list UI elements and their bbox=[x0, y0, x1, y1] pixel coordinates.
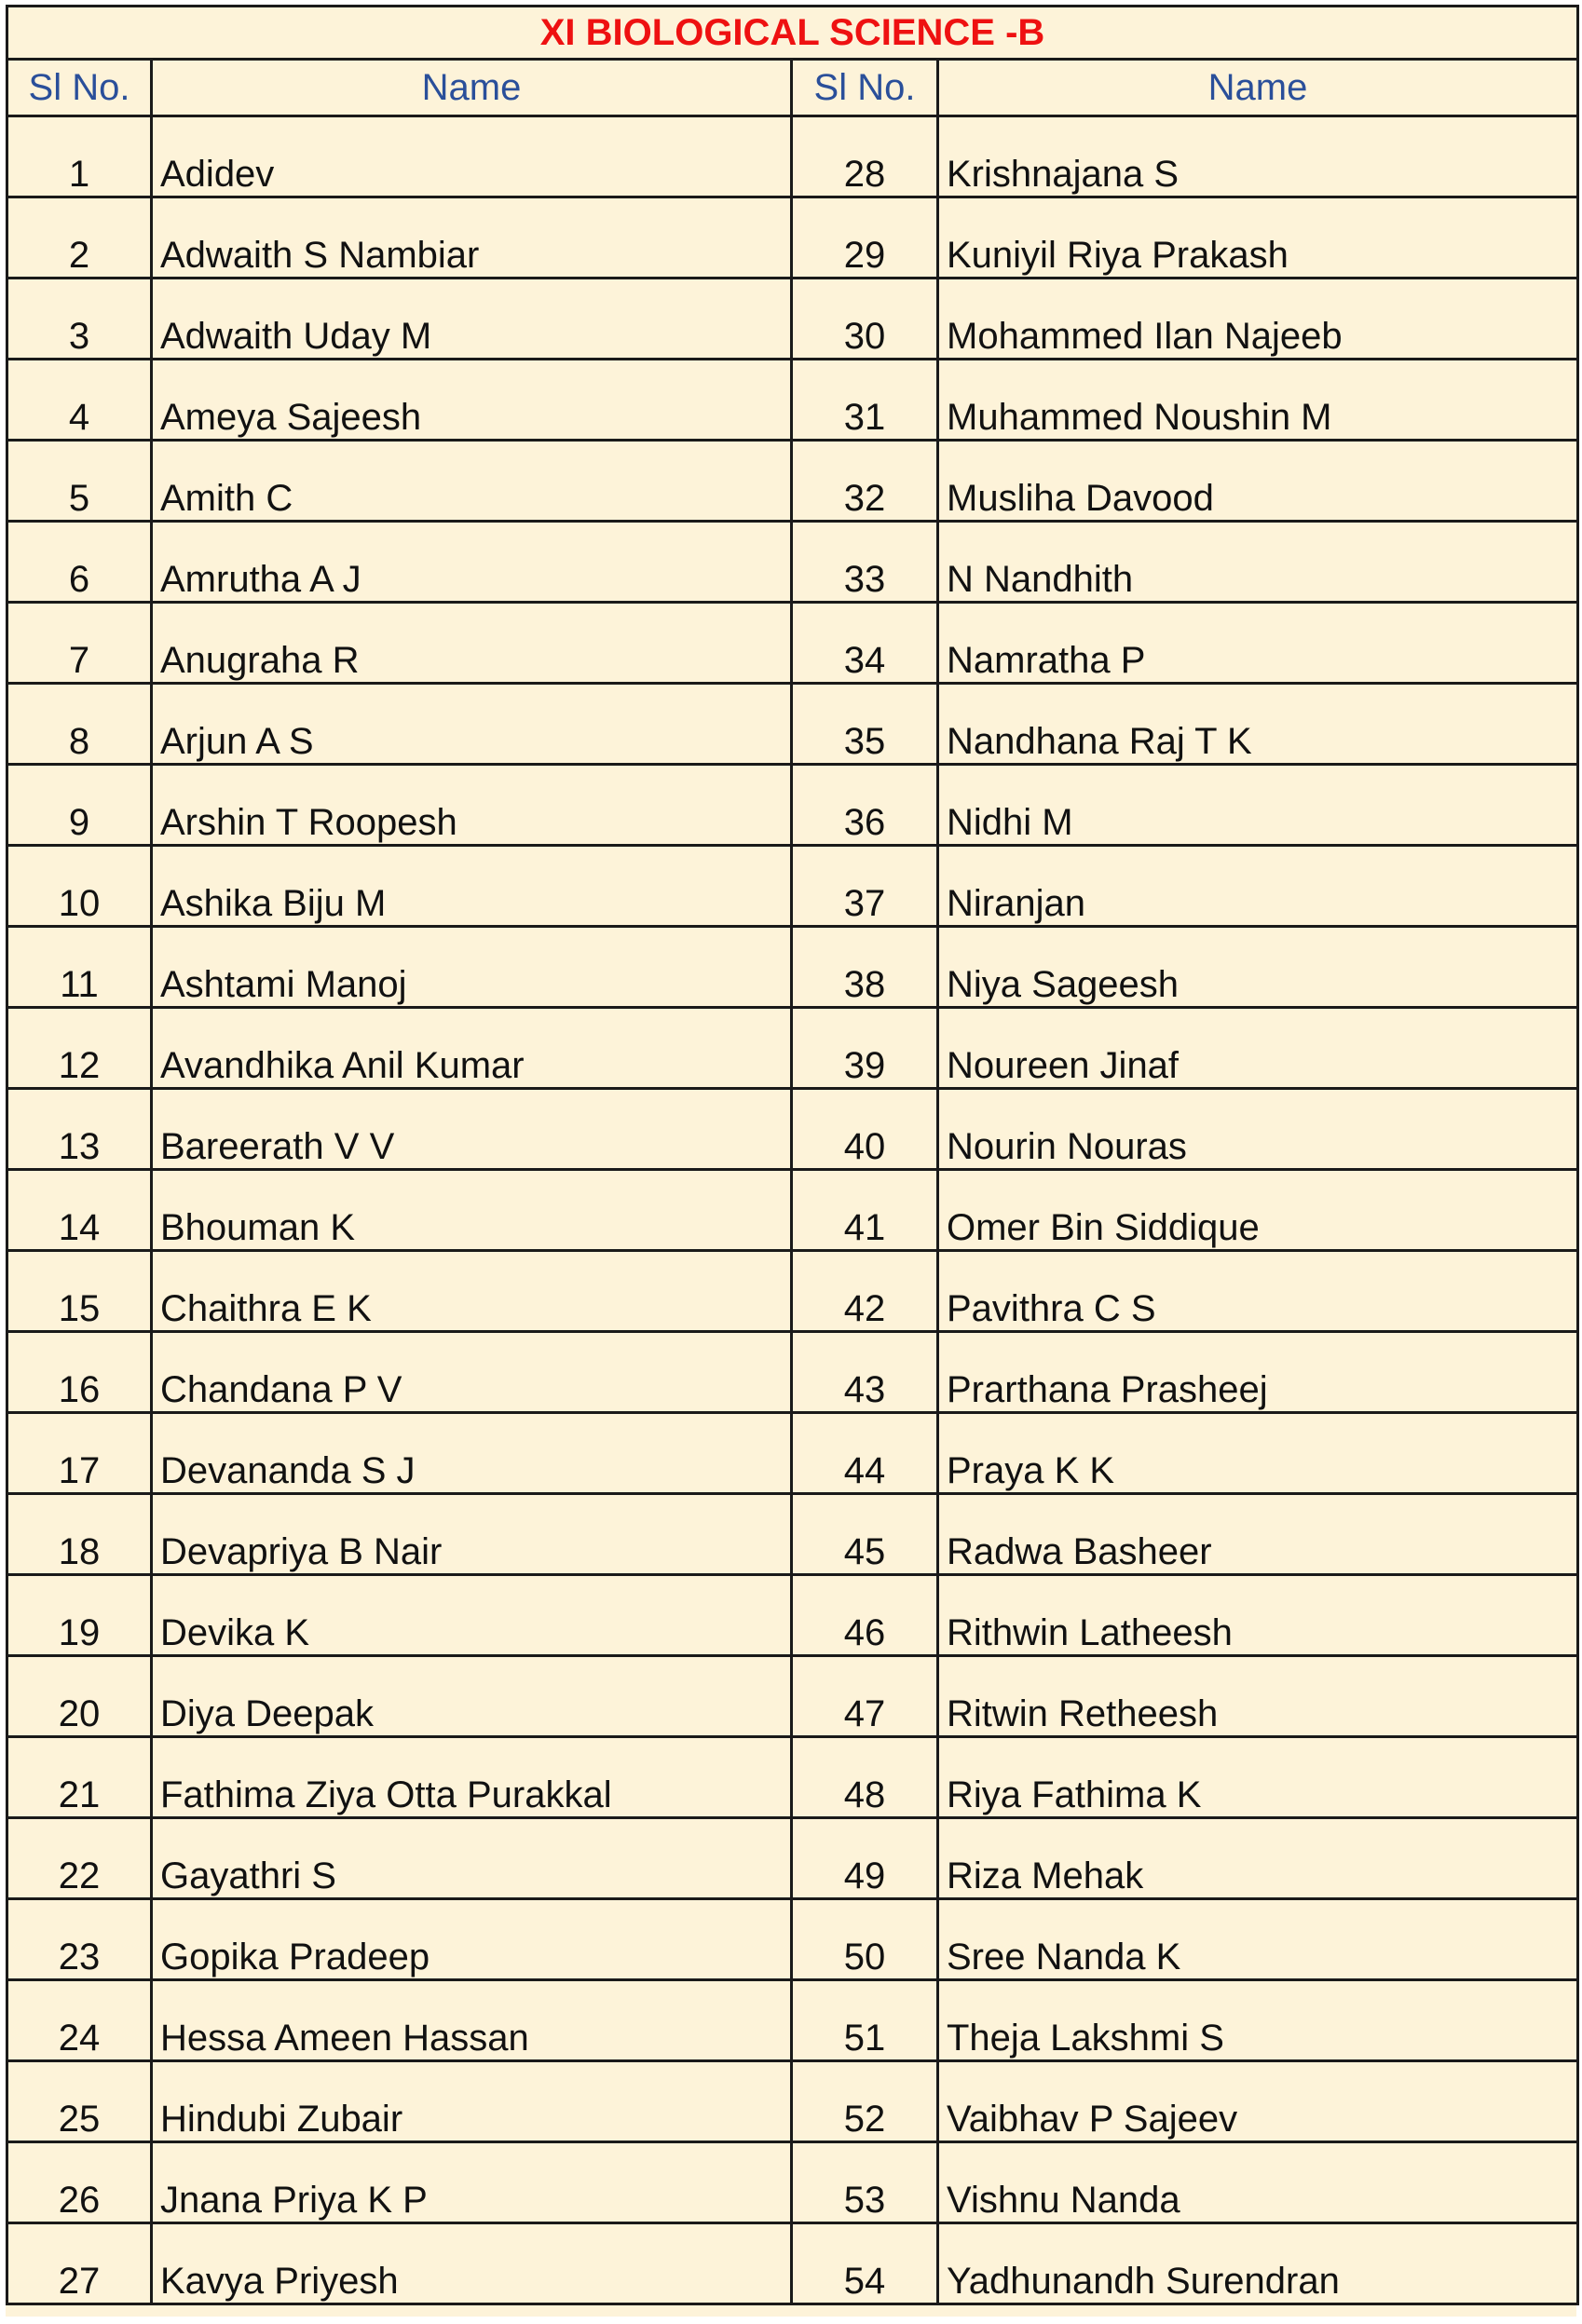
right-student-name: Vaibhav P Sajeev bbox=[938, 2061, 1578, 2142]
right-student-name: Pavithra C S bbox=[938, 1251, 1578, 1332]
left-student-name: Ameya Sajeesh bbox=[152, 360, 792, 441]
right-serial-number: 35 bbox=[792, 684, 938, 765]
right-serial-number: 54 bbox=[792, 2223, 938, 2304]
right-serial-number: 37 bbox=[792, 846, 938, 927]
right-serial-number: 47 bbox=[792, 1656, 938, 1737]
table-row bbox=[7, 279, 1578, 360]
sheet-title: XI BIOLOGICAL SCIENCE -B bbox=[7, 7, 1578, 60]
table-row bbox=[7, 1575, 1578, 1656]
table-row bbox=[7, 1170, 1578, 1251]
left-serial-number: 27 bbox=[7, 2223, 152, 2304]
table-row bbox=[7, 603, 1578, 684]
right-student-name: Riza Mehak bbox=[938, 1818, 1578, 1899]
left-serial-number: 16 bbox=[7, 1332, 152, 1413]
left-student-name: Diya Deepak bbox=[152, 1656, 792, 1737]
table-row bbox=[7, 1656, 1578, 1737]
left-student-name: Bhouman K bbox=[152, 1170, 792, 1251]
right-student-name: Radwa Basheer bbox=[938, 1494, 1578, 1575]
table-row bbox=[7, 1737, 1578, 1818]
left-serial-number: 12 bbox=[7, 1008, 152, 1089]
left-serial-number: 3 bbox=[7, 279, 152, 360]
left-student-name: Devapriya B Nair bbox=[152, 1494, 792, 1575]
table-row bbox=[7, 197, 1578, 279]
left-serial-number: 2 bbox=[7, 197, 152, 279]
left-student-name: Kavya Priyesh bbox=[152, 2223, 792, 2304]
table-row bbox=[7, 1413, 1578, 1494]
roster-body bbox=[7, 116, 1578, 2304]
right-student-name: Theja Lakshmi S bbox=[938, 1980, 1578, 2061]
left-student-name: Adwaith S Nambiar bbox=[152, 197, 792, 279]
left-student-name: Adidev bbox=[152, 116, 792, 197]
right-serial-number: 41 bbox=[792, 1170, 938, 1251]
class-roster-table bbox=[6, 5, 1579, 2305]
table-row bbox=[7, 1089, 1578, 1170]
right-serial-number: 44 bbox=[792, 1413, 938, 1494]
table-row bbox=[7, 1818, 1578, 1899]
left-serial-number: 19 bbox=[7, 1575, 152, 1656]
right-serial-number: 49 bbox=[792, 1818, 938, 1899]
left-student-name: Gopika Pradeep bbox=[152, 1899, 792, 1980]
left-student-name: Jnana Priya K P bbox=[152, 2142, 792, 2223]
header-name-left: Name bbox=[152, 60, 792, 116]
left-student-name: Chaithra E K bbox=[152, 1251, 792, 1332]
left-student-name: Chandana P V bbox=[152, 1332, 792, 1413]
right-serial-number: 52 bbox=[792, 2061, 938, 2142]
right-serial-number: 48 bbox=[792, 1737, 938, 1818]
right-student-name: Musliha Davood bbox=[938, 441, 1578, 522]
right-student-name: N Nandhith bbox=[938, 522, 1578, 603]
left-student-name: Arshin T Roopesh bbox=[152, 765, 792, 846]
left-serial-number: 22 bbox=[7, 1818, 152, 1899]
left-serial-number: 23 bbox=[7, 1899, 152, 1980]
right-serial-number: 33 bbox=[792, 522, 938, 603]
left-serial-number: 20 bbox=[7, 1656, 152, 1737]
right-serial-number: 34 bbox=[792, 603, 938, 684]
left-student-name: Ashika Biju M bbox=[152, 846, 792, 927]
left-serial-number: 26 bbox=[7, 2142, 152, 2223]
left-serial-number: 25 bbox=[7, 2061, 152, 2142]
left-serial-number: 4 bbox=[7, 360, 152, 441]
right-student-name: Nandhana Raj T K bbox=[938, 684, 1578, 765]
left-serial-number: 13 bbox=[7, 1089, 152, 1170]
left-serial-number: 7 bbox=[7, 603, 152, 684]
right-student-name: Krishnajana S bbox=[938, 116, 1578, 197]
left-serial-number: 17 bbox=[7, 1413, 152, 1494]
table-row bbox=[7, 765, 1578, 846]
right-student-name: Muhammed Noushin M bbox=[938, 360, 1578, 441]
right-student-name: Praya K K bbox=[938, 1413, 1578, 1494]
right-student-name: Rithwin Latheesh bbox=[938, 1575, 1578, 1656]
right-student-name: Sree Nanda K bbox=[938, 1899, 1578, 1980]
right-student-name: Ritwin Retheesh bbox=[938, 1656, 1578, 1737]
right-serial-number: 42 bbox=[792, 1251, 938, 1332]
right-student-name: Prarthana Prasheej bbox=[938, 1332, 1578, 1413]
table-row bbox=[7, 1251, 1578, 1332]
left-serial-number: 9 bbox=[7, 765, 152, 846]
right-student-name: Mohammed Ilan Najeeb bbox=[938, 279, 1578, 360]
table-row bbox=[7, 360, 1578, 441]
table-row bbox=[7, 1332, 1578, 1413]
right-student-name: Omer Bin Siddique bbox=[938, 1170, 1578, 1251]
right-student-name: Niya Sageesh bbox=[938, 927, 1578, 1008]
header-sl-no-right: Sl No. bbox=[792, 60, 938, 116]
left-serial-number: 18 bbox=[7, 1494, 152, 1575]
right-student-name: Noureen Jinaf bbox=[938, 1008, 1578, 1089]
right-serial-number: 51 bbox=[792, 1980, 938, 2061]
right-student-name: Riya Fathima K bbox=[938, 1737, 1578, 1818]
header-name-right: Name bbox=[938, 60, 1578, 116]
left-serial-number: 8 bbox=[7, 684, 152, 765]
left-student-name: Gayathri S bbox=[152, 1818, 792, 1899]
table-row bbox=[7, 116, 1578, 197]
right-serial-number: 50 bbox=[792, 1899, 938, 1980]
right-serial-number: 32 bbox=[792, 441, 938, 522]
right-serial-number: 39 bbox=[792, 1008, 938, 1089]
left-serial-number: 24 bbox=[7, 1980, 152, 2061]
left-student-name: Fathima Ziya Otta Purakkal bbox=[152, 1737, 792, 1818]
table-row bbox=[7, 684, 1578, 765]
right-serial-number: 46 bbox=[792, 1575, 938, 1656]
left-student-name: Amith C bbox=[152, 441, 792, 522]
right-serial-number: 30 bbox=[792, 279, 938, 360]
left-student-name: Amrutha A J bbox=[152, 522, 792, 603]
right-serial-number: 38 bbox=[792, 927, 938, 1008]
left-student-name: Hindubi Zubair bbox=[152, 2061, 792, 2142]
left-student-name: Adwaith Uday M bbox=[152, 279, 792, 360]
right-student-name: Nourin Nouras bbox=[938, 1089, 1578, 1170]
right-serial-number: 31 bbox=[792, 360, 938, 441]
table-row bbox=[7, 1980, 1578, 2061]
left-student-name: Ashtami Manoj bbox=[152, 927, 792, 1008]
left-student-name: Arjun A S bbox=[152, 684, 792, 765]
table-row bbox=[7, 1494, 1578, 1575]
right-serial-number: 36 bbox=[792, 765, 938, 846]
left-student-name: Anugraha R bbox=[152, 603, 792, 684]
table-row bbox=[7, 1899, 1578, 1980]
right-student-name: Namratha P bbox=[938, 603, 1578, 684]
left-serial-number: 11 bbox=[7, 927, 152, 1008]
right-serial-number: 45 bbox=[792, 1494, 938, 1575]
title-row bbox=[7, 7, 1578, 60]
table-row bbox=[7, 927, 1578, 1008]
table-row bbox=[7, 1008, 1578, 1089]
header-sl-no-left: Sl No. bbox=[7, 60, 152, 116]
left-serial-number: 15 bbox=[7, 1251, 152, 1332]
table-row bbox=[7, 522, 1578, 603]
left-student-name: Bareerath V V bbox=[152, 1089, 792, 1170]
left-serial-number: 5 bbox=[7, 441, 152, 522]
left-serial-number: 10 bbox=[7, 846, 152, 927]
right-serial-number: 28 bbox=[792, 116, 938, 197]
left-student-name: Avandhika Anil Kumar bbox=[152, 1008, 792, 1089]
right-serial-number: 53 bbox=[792, 2142, 938, 2223]
left-student-name: Devananda S J bbox=[152, 1413, 792, 1494]
table-row bbox=[7, 2061, 1578, 2142]
right-student-name: Nidhi M bbox=[938, 765, 1578, 846]
table-row bbox=[7, 846, 1578, 927]
right-serial-number: 29 bbox=[792, 197, 938, 279]
left-student-name: Devika K bbox=[152, 1575, 792, 1656]
right-serial-number: 43 bbox=[792, 1332, 938, 1413]
right-student-name: Yadhunandh Surendran bbox=[938, 2223, 1578, 2304]
left-serial-number: 14 bbox=[7, 1170, 152, 1251]
table-row bbox=[7, 441, 1578, 522]
header-row bbox=[7, 60, 1578, 116]
left-serial-number: 6 bbox=[7, 522, 152, 603]
left-serial-number: 21 bbox=[7, 1737, 152, 1818]
right-student-name: Vishnu Nanda bbox=[938, 2142, 1578, 2223]
right-student-name: Kuniyil Riya Prakash bbox=[938, 197, 1578, 279]
left-serial-number: 1 bbox=[7, 116, 152, 197]
right-student-name: Niranjan bbox=[938, 846, 1578, 927]
right-serial-number: 40 bbox=[792, 1089, 938, 1170]
left-student-name: Hessa Ameen Hassan bbox=[152, 1980, 792, 2061]
class-roster-sheet bbox=[6, 5, 1576, 2317]
table-row bbox=[7, 2142, 1578, 2223]
table-row bbox=[7, 2223, 1578, 2304]
